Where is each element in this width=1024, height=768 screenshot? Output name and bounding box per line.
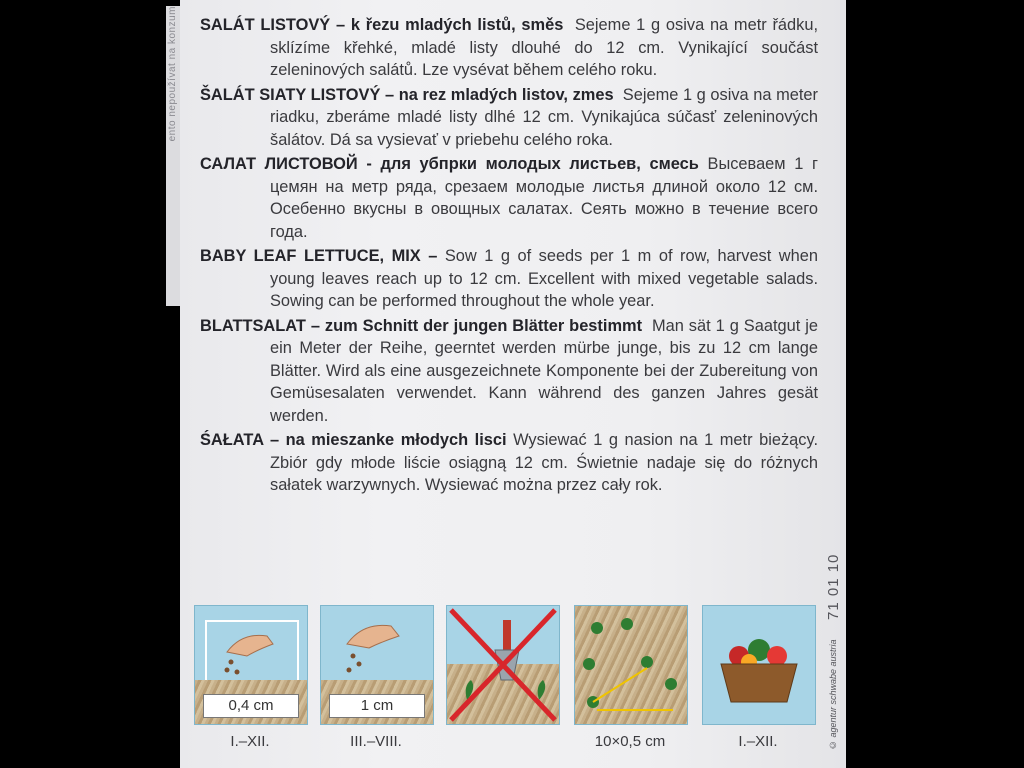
entry-russian — [200, 153, 818, 243]
harvest-period-caption: I.–XII. — [738, 733, 778, 750]
sowing-period-caption: I.–XII. — [230, 733, 270, 750]
instructions-text-block — [200, 14, 818, 499]
side-print — [825, 500, 847, 750]
entry-heading: САЛАТ ЛИСТОВОЙ - для убпрки молодых листьев, смесь — [200, 155, 699, 173]
entry-body: Sow 1 g of seeds per 1 m of row, harvest when young leaves reach up to 12 cm. Excellent with mixed vegetable salads. Sowing can be performed throughout the whole year. — [270, 247, 818, 310]
pictogram-row — [190, 605, 800, 755]
entry-german — [200, 315, 818, 428]
entry-slovak — [200, 84, 818, 152]
hand-icon — [339, 616, 409, 676]
entry-czech — [200, 14, 818, 82]
entry-heading: SALÁT LISTOVÝ – k řezu mladých listů, směs — [200, 16, 564, 34]
basket-icon — [715, 632, 803, 704]
entry-heading: BLATTSALAT – zum Schnitt der jungen Blätter bestimmt — [200, 316, 643, 335]
entry-body: Sejeme 1 g osiva na meter riadku, zberáme mladé listy dlhé 12 cm. Vynikajúca súčasť zeleninových šalátov. Dá sa vysievať v priebehu celého roka. — [270, 85, 818, 149]
entry-heading: ŠALÁT SIATY LISTOVÝ – na rez mladých listov, zmes — [200, 85, 614, 104]
entry-body: Wysiewać 1 g nasion na 1 metr bieżący. Zbiór gdy młode liście osiągną 12 cm. Świetnie nadaje się do różnych sałatek warzywnych. Wysiewać można przez cały rok. — [270, 431, 818, 494]
entry-heading: BABY LEAF LETTUCE, MIX – — [200, 247, 438, 265]
edge-note — [166, 6, 180, 306]
sowing-hand-indoor-icon — [194, 605, 308, 725]
printer-credit: © agentur schwabe austria — [828, 639, 838, 750]
harvest-basket-icon — [702, 605, 816, 725]
product-code: 71 01 10 — [825, 553, 842, 620]
entry-heading: ŚAŁATA – na mieszanke młodych lisci — [200, 431, 507, 449]
entry-body: Sejeme 1 g osiva na metr řádku, sklízíme křehké, mladé listy dlouhé do 12 cm. Vynikající součást zeleninových salátů. Lze vysévat během celého roku. — [270, 16, 819, 79]
no-transplant-icon — [446, 605, 560, 725]
prohibited-cross-icon — [447, 606, 559, 724]
hand-icon — [217, 622, 277, 678]
entry-body: Man sät 1 g Saatgut je ein Meter der Reihe, geerntet werden mürbe junge, bis zu 12 cm lange Blätter. Wird als eine ausgezeichnete Komponente bei der Zubereitung von Gemüsesalaten verwendet. Kann während des ganzen Jahres gesät werden. — [270, 316, 818, 425]
spacing-rows-icon — [574, 605, 688, 725]
spacing-caption: 10×0,5 cm — [594, 733, 666, 750]
edge-note-text: ento nepoužívat na konzum — [167, 6, 178, 142]
sowing-depth-label: 1 cm — [329, 694, 425, 718]
sowing-hand-outdoor-icon — [320, 605, 434, 725]
plant-spacing-diagram — [575, 606, 687, 724]
sowing-period-caption: III.–VIII. — [350, 733, 402, 750]
entry-english — [200, 245, 818, 313]
entry-polish — [200, 429, 818, 497]
sowing-depth-label: 0,4 cm — [203, 694, 299, 718]
entry-body: Высеваем 1 г цемян на метр ряда, срезаем молодые листья длиной около 12 см. Осебенно вкусны в овощных салатах. Сеять можно в течение всего года. — [270, 155, 819, 241]
